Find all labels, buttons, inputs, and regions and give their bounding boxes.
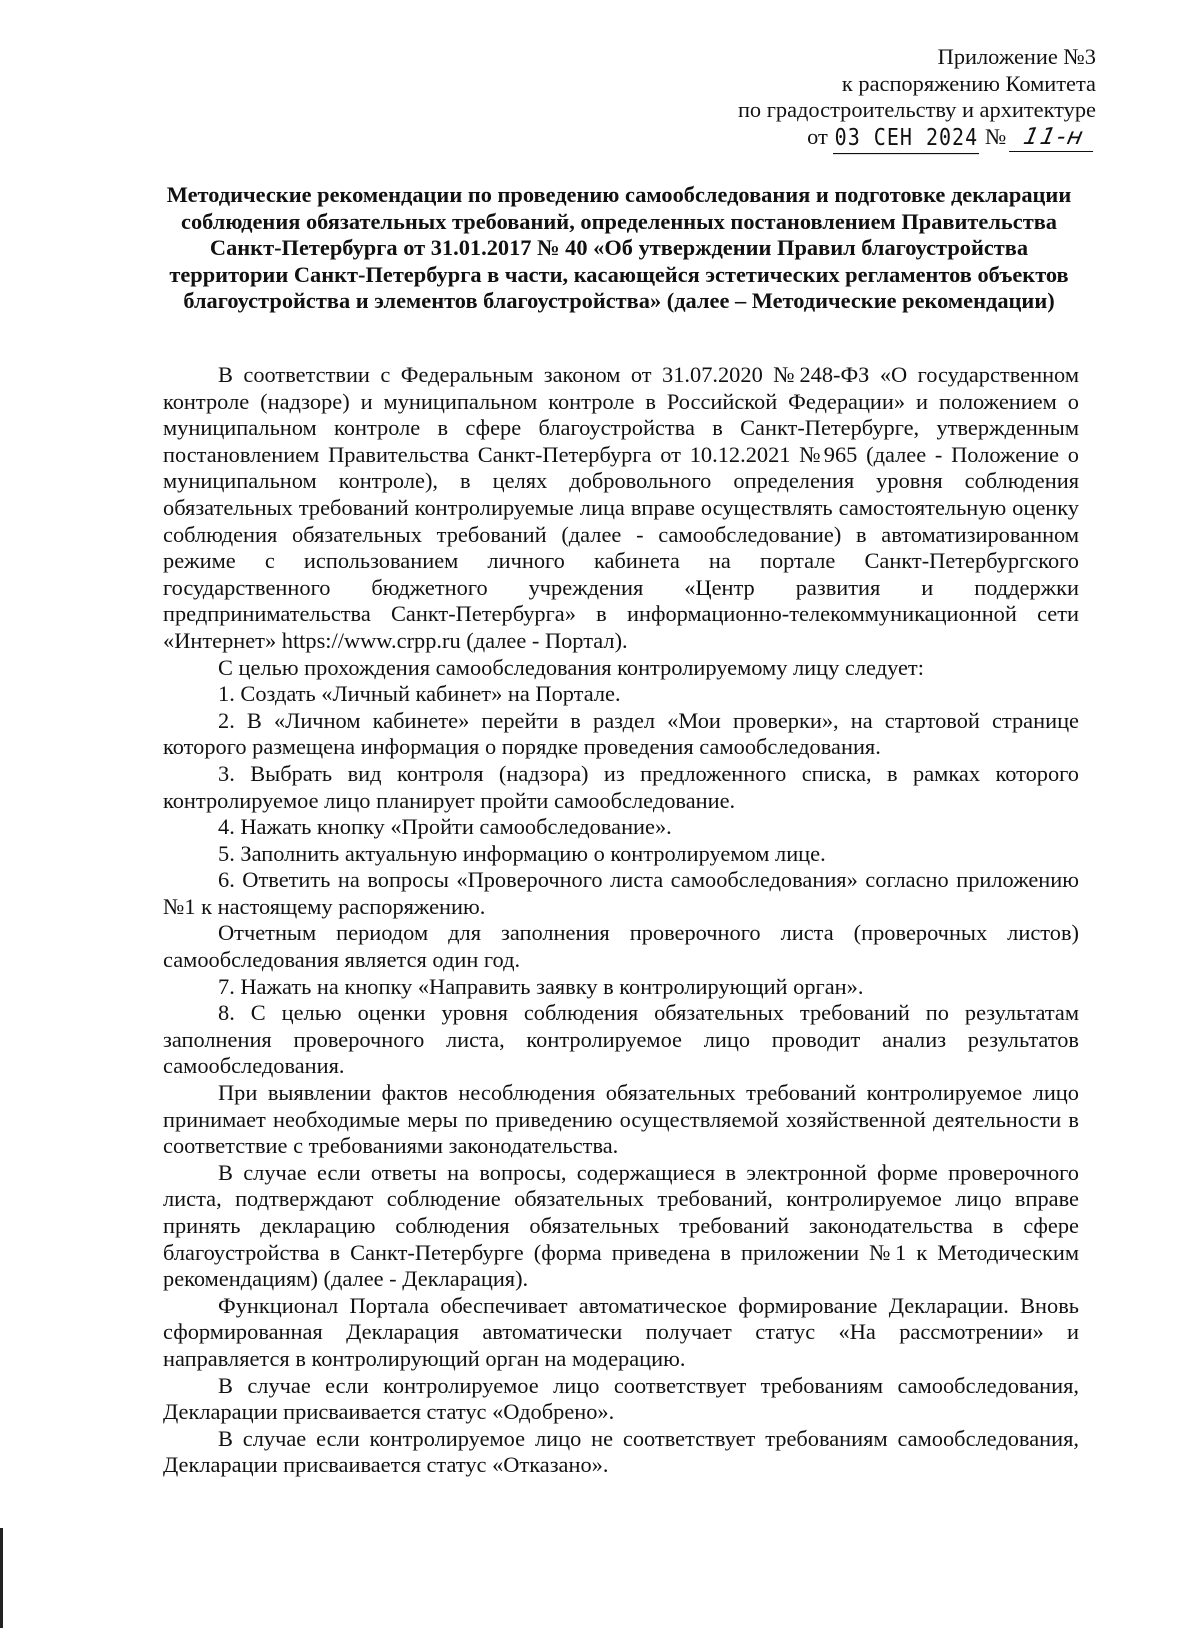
scan-edge-mark (0, 1528, 3, 1628)
date-stamp: 03 СЕН 2024 (833, 121, 979, 153)
step-4: 4. Нажать кнопку «Пройти самообследование». (218, 814, 672, 840)
order-number-handwritten: 11-н (1009, 124, 1099, 152)
paragraph-approved: В случае если контролируемое лицо соответствует требованиям самообследования, Декларации присваивается статус «Одобрено». (163, 1372, 1079, 1425)
appendix-number: Приложение №3 (937, 44, 1096, 69)
step-6: 6. Ответить на вопросы «Проверочного листа самообследования» согласно приложению №1 к настоящему распоряжению. (163, 867, 1079, 919)
appendix-committee: по градостроительству и архитектуре (737, 97, 1096, 122)
paragraph-steps-lead: С целью прохождения самообследования контролируемому лицу следует: (218, 654, 924, 680)
order-date-line (738, 124, 1096, 152)
step-2: 2. В «Личном кабинете» перейти в раздел «Мои проверки», на стартовой странице которого размещена информация о порядке проведения самообследования. (163, 707, 1079, 760)
appendix-order-ref: к распоряжению Комитета (841, 70, 1096, 96)
paragraph-intro: В соответствии с Федеральным законом от 31.07.2020 №248-ФЗ «О государственном контроле (надзоре) и муниципальном контроле в Российской Федерации» и положением о муниципальном контроле в сфере благоустройства в Санкт-Петербурге, утвержденным постановлением Правительства Санкт-Петербурга от 10.12.2021 №965 (далее - Положение о муниципальном контроле), в целях добровольного определения уровня соблюдения обязательных требований контролируемые лица вправе осуществлять самостоятельную оценку соблюдения обязательных требований (далее - самообследование) в автоматизированном режиме с использованием личного кабинета на портале Санкт-Петербургского государственного бюджетного учреждения «Центр развития и поддержки предпринимательства Санкт-Петербурга» в информационно-телекоммуникационной сети «Интернет» https://www.crpp.ru (далее - Портал). (163, 362, 1079, 653)
step-8: 8. С целью оценки уровня соблюдения обязательных требований по результатам заполнения проверочного листа, контролируемое лицо проводит анализ результатов самообследования. (163, 1000, 1079, 1079)
step-5: 5. Заполнить актуальную информацию о контролируемом лице. (218, 840, 826, 866)
paragraph-rejected: В случае если контролируемое лицо не соответствует требованиям самообследования, Декларации присваивается статус «Отказано». (163, 1425, 1079, 1478)
document-title: Методические рекомендации по проведению самообследования и подготовке декларации соблюдения обязательных требований, определенных постановлением Правительства Санкт-Петербурга от 31.01.2017 № 40 «Об утверждении Правил благоустройства территории Санкт-Петербурга в части, касающейся эстетических регламентов объектов благоустройства и элементов благоустройства» (далее – Методические рекомендации) (166, 182, 1072, 314)
paragraph-noncompliance: При выявлении фактов несоблюдения обязательных требований контролируемое лицо принимает необходимые меры по приведению осуществляемой хозяйственной деятельности в соответствие с требованиями законодательства. (163, 1080, 1079, 1159)
paragraph-reporting-period: Отчетным периодом для заполнения проверочного листа (проверочных листов) самообследования является один год. (163, 920, 1079, 973)
number-prefix: № (985, 123, 1007, 149)
step-3: 3. Выбрать вид контроля (надзора) из предложенного списка, в рамках которого контролируемое лицо планирует пройти самообследование. (163, 760, 1079, 813)
step-7: 7. Нажать на кнопку «Направить заявку в контролирующий орган». (218, 973, 864, 999)
document-body (163, 362, 1079, 1479)
appendix-header (738, 44, 1096, 151)
paragraph-portal-function: Функционал Портала обеспечивает автоматическое формирование Декларации. Вновь сформированная Декларация автоматически получает статус «На рассмотрении» и направляется в контролирующий орган на модерацию. (163, 1292, 1079, 1371)
step-1: 1. Создать «Личный кабинет» на Портале. (218, 681, 621, 707)
paragraph-declaration: В случае если ответы на вопросы, содержащиеся в электронной форме проверочного листа, подтверждают соблюдение обязательных требований, контролируемое лицо вправе принять декларацию соблюдения обязательных требований законодательства в сфере благоустройства в Санкт-Петербурге (форма приведена в приложении №1 к Методическим рекомендациям) (далее - Декларация). (163, 1159, 1079, 1292)
date-prefix: от (807, 123, 828, 149)
